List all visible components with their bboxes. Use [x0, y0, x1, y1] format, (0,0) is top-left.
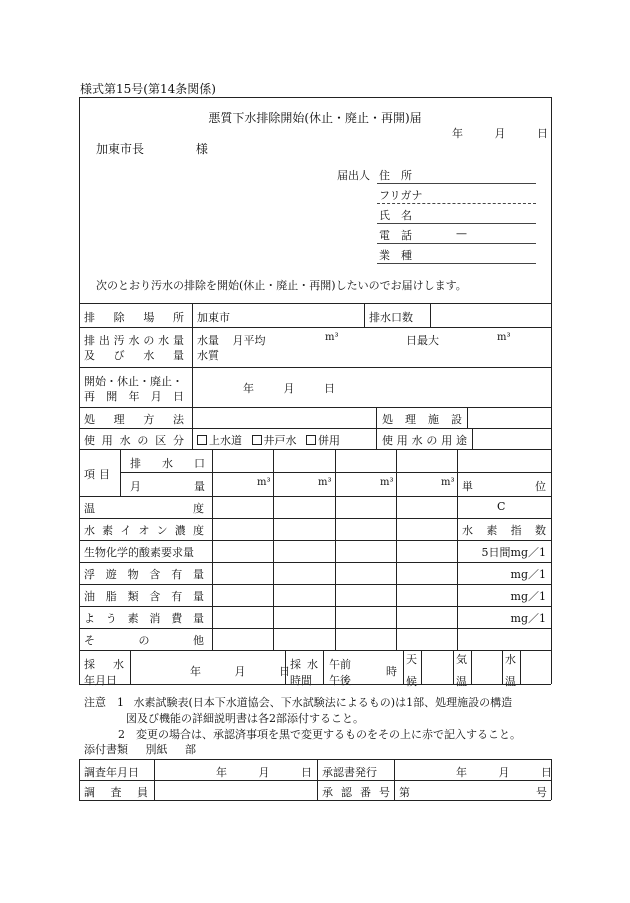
rule — [502, 650, 503, 684]
approval-number-label: 承 認 番 号 — [322, 786, 390, 799]
rule — [79, 428, 551, 429]
dates-day: 日 — [324, 382, 335, 395]
unit-iodine: mg／1 — [510, 612, 546, 625]
unit-oil: mg／1 — [510, 590, 546, 603]
sampling-date-label-2: 年月日 — [84, 674, 117, 687]
rule — [79, 367, 551, 368]
amount-unit-2: m³ — [318, 477, 332, 488]
rule — [467, 407, 468, 428]
item-row-ss: 浮 遊 物 含 有 量 — [84, 568, 204, 581]
frame-right — [551, 97, 552, 684]
weather-label-2: 候 — [406, 675, 417, 688]
rule — [396, 449, 397, 650]
water-purpose-label: 使 用 水 の 用 途 — [382, 434, 467, 447]
weather-label-1: 天 — [406, 653, 417, 666]
sampling-pm[interactable]: 午後 — [329, 674, 351, 687]
location-value[interactable]: 加東市 — [197, 311, 230, 324]
monthly-avg-label: 月平均 — [232, 334, 266, 347]
volume-line[interactable] — [197, 332, 266, 348]
item-row-temperature: 温 度 — [84, 502, 204, 515]
rule — [79, 407, 551, 408]
water-quality-label[interactable]: 水質 — [197, 349, 219, 362]
approval-year: 年 — [456, 766, 467, 779]
attachments-unit: 部 — [185, 743, 196, 756]
sampling-month: 月 — [234, 665, 246, 678]
approval-issue-label: 承認書発行 — [322, 766, 377, 779]
rule — [394, 759, 395, 800]
rule — [154, 759, 155, 800]
dates-label-2: 再 開 年 月 日 — [84, 390, 184, 403]
rule — [323, 650, 324, 684]
treatment-label: 処 理 方 法 — [84, 413, 184, 426]
rule — [79, 449, 551, 450]
item-label: 項 目 — [84, 468, 110, 481]
rule — [335, 449, 336, 650]
unit-header: 単 位 — [462, 480, 546, 493]
note-1-line-2: 図及び機能の詳細説明書は各2部添付すること。 — [126, 712, 364, 725]
rule — [79, 759, 551, 760]
rule — [453, 650, 454, 684]
item-row-iodine: よ う 素 消 費 量 — [84, 612, 204, 625]
unit-ss: mg／1 — [510, 568, 546, 581]
amount-unit-3: m³ — [380, 477, 394, 488]
rule — [192, 367, 193, 407]
month-label: 月 — [494, 127, 506, 140]
name-line[interactable] — [377, 223, 536, 224]
sampling-time-label-2: 時間 — [290, 674, 312, 687]
option-tap-water-label: 上水道 — [209, 434, 242, 447]
item-row-other: そ の 他 — [84, 634, 204, 647]
amount-unit-4: m³ — [441, 477, 455, 488]
rule — [403, 650, 404, 684]
option-well-water-label: 井戸水 — [263, 434, 297, 447]
furigana-label: フリガナ — [379, 189, 423, 202]
unit-bod: 5日間mg／1 — [481, 546, 546, 559]
location-label: 排 除 場 所 — [84, 311, 184, 324]
unit-m3-avg: m³ — [325, 332, 339, 343]
survey-date-value[interactable] — [216, 764, 312, 780]
phone-label: 電 話 — [379, 229, 412, 242]
rule — [79, 584, 551, 585]
water-use-label: 使 用 水 の 区 分 — [84, 434, 184, 447]
rule — [79, 303, 551, 304]
item-row-oil: 油 脂 類 含 有 量 — [84, 590, 204, 603]
sampling-year: 年 — [190, 665, 201, 678]
item-row-bod: 生物化学的酸素要求量 — [84, 546, 194, 559]
header-date[interactable] — [452, 125, 548, 141]
attachments — [84, 741, 196, 757]
rule — [79, 606, 551, 607]
rule — [421, 650, 422, 684]
amount-label: 月 量 — [130, 480, 205, 493]
rule — [192, 327, 193, 367]
form-title: 悪質下水排除開始(休止・廃止・再開)届 — [208, 111, 422, 125]
phone-line[interactable] — [377, 243, 536, 244]
rule — [520, 650, 521, 684]
frame-left — [79, 97, 80, 684]
outlet-label: 排 水 口 — [130, 457, 205, 470]
unit-ph: 水 素 指 数 — [462, 524, 546, 537]
water-use-options — [197, 432, 340, 448]
outlet-count-label: 排水口数 — [369, 311, 413, 324]
daily-max-label: 日最大 — [406, 334, 439, 347]
survey-year: 年 — [216, 766, 227, 779]
name-label: 氏 名 — [379, 209, 412, 222]
survey-month: 月 — [258, 766, 270, 779]
facility-label: 処 理 施 設 — [382, 413, 462, 426]
checkbox-combined[interactable] — [306, 435, 316, 445]
sampling-time-label-1: 採 水 — [290, 658, 318, 671]
rule — [79, 518, 551, 519]
option-combined[interactable] — [306, 434, 340, 447]
furigana-line[interactable] — [377, 203, 536, 204]
air-temp-label-2: 温 — [456, 675, 467, 688]
sampling-date-value[interactable] — [190, 663, 290, 679]
air-temp-label-1: 気 — [456, 653, 467, 666]
addressee — [96, 140, 208, 157]
rule — [471, 650, 472, 684]
surveyor-label: 調 査 員 — [84, 786, 148, 799]
amount-unit-1: m³ — [257, 477, 271, 488]
water-volume-label: 水量 — [197, 334, 219, 347]
dates-label-1: 開始・休止・廃止・ — [84, 375, 183, 388]
approval-month: 月 — [498, 766, 510, 779]
business-line[interactable] — [377, 263, 536, 264]
note-1-prefix: 注意 1 — [84, 696, 124, 709]
statement: 次のとおり汚水の排除を開始(休止・廃止・再開)したいのでお届けします。 — [96, 279, 467, 292]
rule — [79, 540, 551, 541]
note-1-line-1: 水素試験表(日本下水道協会、下水試験法によるもの)は1部、処理施設の構造 — [133, 696, 513, 709]
sampling-date-label-1: 採 水 — [84, 658, 124, 671]
form-number: 様式第15号(第14条関係) — [80, 82, 216, 96]
checkbox-well-water[interactable] — [252, 435, 262, 445]
dates-year: 年 — [243, 382, 254, 395]
dates-month: 月 — [283, 382, 295, 395]
survey-date-label: 調査年月日 — [84, 766, 139, 779]
rule — [79, 800, 551, 801]
rule — [364, 303, 365, 327]
rule — [79, 496, 551, 497]
option-combined-label: 併用 — [318, 434, 340, 447]
sampling-am[interactable]: 午前 — [329, 658, 351, 671]
attachments-value: 別紙 — [145, 743, 168, 756]
unit-m3-max: m³ — [497, 332, 511, 343]
rule — [79, 780, 551, 781]
rule — [317, 759, 318, 800]
dates-value[interactable] — [243, 380, 335, 396]
sampling-day: 日 — [279, 665, 290, 678]
attachments-label: 添付書類 — [84, 743, 128, 756]
item-row-ph: 水 素 イ オ ン 濃 度 — [84, 524, 204, 537]
checkbox-tap-water[interactable] — [197, 435, 207, 445]
note-2: 2 変更の場合は、承認済事項を黒で変更するものをその上に赤で記入すること。 — [118, 728, 521, 741]
number-prefix: 第 — [399, 786, 410, 799]
note-1 — [84, 694, 512, 710]
approval-day: 日 — [541, 766, 552, 779]
number-suffix: 号 — [536, 786, 547, 799]
rule — [273, 449, 274, 650]
volume-label-2: 及 び 水 量 — [84, 349, 184, 362]
address-line[interactable] — [377, 183, 536, 184]
rule — [79, 759, 80, 800]
option-tap-water[interactable] — [197, 434, 242, 447]
rule — [79, 562, 551, 563]
frame-top — [79, 97, 551, 98]
sampling-hour: 時 — [386, 665, 397, 678]
rule — [79, 327, 551, 328]
option-well-water[interactable] — [252, 434, 297, 447]
addressee-name: 加東市長 — [96, 142, 145, 156]
water-temp-label-2: 温 — [505, 675, 516, 688]
rule — [457, 449, 458, 650]
rule — [79, 650, 551, 651]
unit-temperature: C — [497, 500, 506, 513]
volume-label-1: 排 出 汚 水 の 水 量 — [84, 334, 184, 347]
addressee-honorific: 様 — [195, 142, 208, 156]
water-temp-label-1: 水 — [505, 653, 516, 666]
rule — [130, 650, 131, 684]
rule — [472, 428, 473, 449]
phone-dash: — — [456, 227, 467, 240]
rule — [79, 628, 551, 629]
rule — [285, 650, 286, 684]
survey-day: 日 — [301, 766, 312, 779]
rule — [79, 684, 551, 685]
rule — [430, 303, 431, 327]
address-label: 住 所 — [379, 169, 412, 182]
rule — [192, 303, 193, 327]
rule — [212, 449, 213, 650]
applicant-label: 届出人 — [337, 169, 370, 182]
year-label: 年 — [452, 127, 463, 140]
business-label: 業 種 — [379, 249, 412, 262]
day-label: 日 — [537, 127, 548, 140]
approval-issue-date[interactable] — [456, 764, 552, 780]
